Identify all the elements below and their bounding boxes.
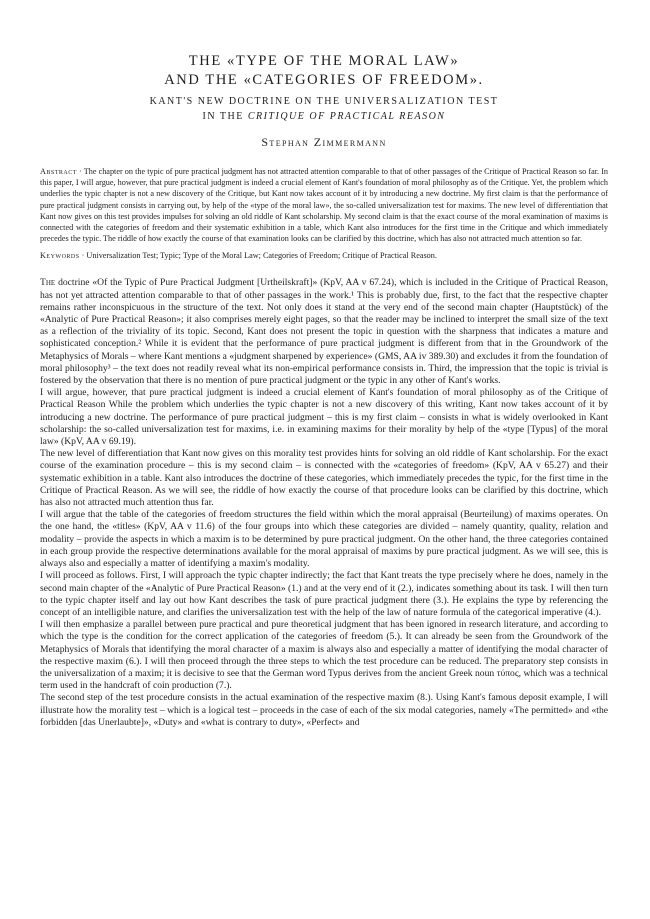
- keywords: [40, 250, 608, 261]
- abstract-label: Abstract: [40, 167, 77, 176]
- subtitle-line-2-italic: CRITIQUE OF PRACTICAL REASON: [247, 111, 446, 122]
- article-subtitle: [40, 94, 608, 124]
- body-paragraph-4: I will argue that the table of the categories of freedom structures the field within which the moral appraisal (Beurteilung) of maxims operates. On the one hand, the «titles» (KpV, AA v 11.6) of the four groups into which these categories are divided – namely quantity, quality, relation and modality – provide the aspects in which a maxim is to be determined by pure practical judgment. On the other hand, the three categories contained in each group provide the respective determinations available for the moral appraisal of maxims by pure practical judgment. As we will see, this is always also and especially a matter of identifying a maxim's modality.: [40, 509, 608, 570]
- keywords-label: Keywords: [40, 251, 80, 261]
- body-paragraph-1: [40, 277, 608, 387]
- abstract: [40, 166, 608, 244]
- article-page: [40, 0, 608, 729]
- subtitle-line-2-prefix: IN THE: [202, 111, 248, 122]
- paragraph-lead-word: The: [40, 277, 56, 289]
- paragraph-text: doctrine «Of the Typic of Pure Practical Judgment [Urtheilskraft]» (KpV, AA v 67.24), which is included in the Critique of Practical Reason, has not yet attracted attention comparable to that of other passages in the work.¹ This is probably due, first, to the fact that the respective chapter remains rather inconspicuous in the structure of the text. Not only does it stand at the very end of the second main chapter (Hauptstück) of the «Analytic of Pure Practical Reason»; it also comprises merely eight pages, so that the reader may be inclined to interpret the small size of the text as a reflection of the triviality of its topic. Second, Kant does not present the topic in question with the sharpness that indicates a mature and sophisticated conception.² While it is evident that the performance of pure practical judgment is different from that in the Groundwork of the Metaphysics of Morals – where Kant mentions a «judgment sharpened by experience» (GMS, AA iv 389.30) and excludes it from the foundation of moral philosophy³ – the text does not readily reveal what its non-empirical performance consists in. Third, the impression that the topic is trivial is fostered by the observation that there is no mention of pure practical judgment or the typic in any other of Kant's works.: [40, 277, 608, 387]
- body-paragraph-3: The new level of differentiation that Kant now gives on this morality test provides hints for solving an old riddle of Kant scholarship. For the exact course of the examination procedure – this is my second claim – is connected with the «categories of freedom» (KpV, AA v 65.27) and their systematic exhibition in a table. Kant also introduces the doctrine of these categories, which immediately precedes the typic, for the first time in the Critique of Practical Reason. As we will see, the riddle of how exactly the course of that procedure looks can be clarified by this doctrine, which has also not attracted much attention thus far.: [40, 448, 608, 509]
- keywords-text: · Universalization Test; Typic; Type of the Moral Law; Categories of Freedom; Critique of Practical Reason.: [81, 251, 437, 261]
- title-line-1: THE «TYPE OF THE MORAL LAW»: [188, 53, 460, 69]
- body-paragraph-7: The second step of the test procedure consists in the actual examination of the respective maxim (8.). Using Kant's famous deposit example, I will illustrate how the morality test – which is a logical test – proceeds in the case of each of the six modal categories, namely «The permitted» and «the forbidden [das Unerlaubte]», «Duty» and «what is contrary to duty», «Perfect» and: [40, 692, 608, 728]
- subtitle-line-1: KANT'S NEW DOCTRINE ON THE UNIVERSALIZATION TEST: [149, 96, 499, 107]
- body-paragraph-5: I will proceed as follows. First, I will approach the typic chapter indirectly; the fact that Kant treats the type precisely where he does, namely in the second main chapter of the «Analytic of Pure Practical Reason» (1.) and at the very end of it (2.), indicates something about its task. I will then turn to the typic chapter itself and lay out how Kant describes the task of pure practical judgment there (3.). He explains the type by referencing the concept of an intelligible nature, and clarifies the universalization test with the help of the law of nature formula of the categorical imperative (4.).: [40, 570, 608, 618]
- body-paragraph-2: I will argue, however, that pure practical judgment is indeed a crucial element of Kant's foundation of moral philosophy as of the Critique of Practical Reason While the problem which underlies the typic chapter is not a new discovery of this writing, Kant now takes account of it by introducing a new doctrine. The performance of pure practical judgment – this is my first claim – consists in what is widely overlooked in Kant scholarship: the so-called universalization test for maxims, i.e. in examining maxims for their morality by help of the «type [Typus] of the moral law» (KpV, AA v 69.19).: [40, 387, 608, 448]
- abstract-text: · The chapter on the typic of pure practical judgment has not attracted attention comparable to that of other passages of the Critique of Practical Reason so far. In this paper, I will argue, however, that pure practical judgment is indeed a crucial element of Kant's foundation of moral philosophy as of the Critique. Yet, the problem which underlies the typic chapter is not a new discovery of the Critique, but Kant now takes account of it by introducing a new doctrine. My first claim is that the performance of pure practical judgment consists in carrying out, by help of the «type of the moral law», the so-called universalization test for maxims. The new level of differentiation that Kant now gives on this test provides impulses for solving an old riddle of Kant scholarship. My second claim is that the exact course of the moral examination of maxims is connected with the categories of freedom and their systematic exhibition in a table, which Kant also introduces for the first time in the Critique and which immediately precedes the typic. The riddle of how exactly the course of that examination looks can be clarified by this doctrine, which has also not attracted much attention so far.: [40, 167, 609, 244]
- article-title: [40, 52, 608, 90]
- title-line-2: AND THE «CATEGORIES OF FREEDOM».: [164, 72, 484, 88]
- article-body: [40, 277, 608, 729]
- body-paragraph-6: I will then emphasize a parallel between pure practical and pure theoretical judgment that has been ignored in research literature, and according to which the type is the condition for the correct application of the categories of freedom (5.). It can already be seen from the Groundwork of the Metaphysics of Morals that identifying the moral character of a maxim is always also and especially a matter of identifying the modal character of the respective maxim (6.). I will then proceed through the three steps to which the test procedure can be reduced. The preparatory step consists in the universalization of a maxim; it is decisive to see that the German word Typus derives from the ancient Greek noun τύπος, which was a technical term used in the handcraft of coin production (7.).: [40, 619, 608, 692]
- author-name: Stephan Zimmermann: [261, 135, 387, 149]
